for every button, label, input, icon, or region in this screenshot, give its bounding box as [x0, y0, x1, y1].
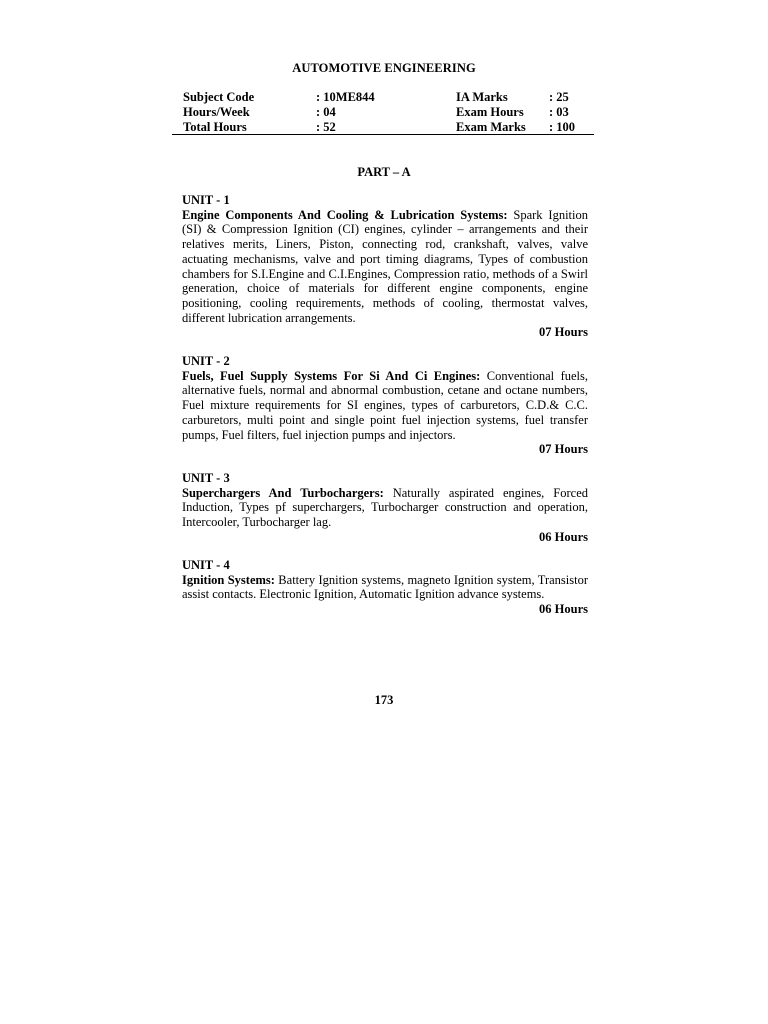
meta-row: [183, 90, 593, 105]
unit-title: UNIT - 2: [182, 354, 230, 368]
meta-value: : 10ME844: [316, 90, 375, 104]
meta-label: Total Hours: [183, 120, 247, 134]
unit-text: Spark Ignition (SI) & Compression Ignition (CI) engines, cylinder – arrangements and their relatives merits, Liners, Piston, connecting rod, crankshaft, valves, valve actuating mechanisms, valve and port timing diagrams, Types of combustion chambers for S.I.Engine and C.I.Engines, Compression ratio, methods of a Swirl generation, choice of materials for different engine components, engine positioning, cooling requirements, methods of cooling, thermostat valves, different lubrication arrangements.: [182, 207, 589, 325]
unit-text: Conventional fuels, alternative fuels, normal and abnormal combustion, cetane and octane numbers, Fuel mixture requirements for SI engines, types of carburetors, C.D.& C.C. carburetors, multi point and single point fuel injection systems, fuel transfer pumps, Fuel filters, fuel injection pumps and injectors.: [182, 368, 588, 442]
page-number: 173: [374, 693, 394, 707]
unit-description: [182, 369, 588, 443]
unit-description: [182, 573, 588, 602]
unit-text: Naturally aspirated engines, Forced Induction, Types pf superchargers, Turbocharger construction and operation, Intercooler, Turbocharger lag.: [182, 485, 588, 530]
unit-heading: Superchargers And Turbochargers:: [182, 485, 384, 500]
unit-description: [182, 208, 588, 326]
meta-value: : 04: [316, 105, 336, 119]
unit-heading: Fuels, Fuel Supply Systems For Si And Ci Engines:: [182, 368, 481, 383]
meta-label: Hours/Week: [183, 105, 250, 119]
meta-value: : 100: [549, 120, 576, 134]
meta-value: : 25: [549, 90, 569, 104]
unit-heading: Ignition Systems:: [182, 572, 275, 587]
unit-section: [182, 193, 588, 340]
unit-hours: 07 Hours: [539, 325, 588, 340]
document-title: AUTOMOTIVE ENGINEERING: [292, 61, 476, 75]
unit-text: Battery Ignition systems, magneto Ignition system, Transistor assist contacts. Electronic Ignition, Automatic Ignition advance systems.: [182, 572, 589, 602]
unit-section: [182, 558, 588, 617]
meta-label: IA Marks: [456, 90, 508, 104]
meta-row: [183, 120, 593, 135]
unit-section: [182, 471, 588, 545]
unit-hours: 06 Hours: [539, 602, 588, 617]
unit-hours: 07 Hours: [539, 442, 588, 457]
unit-heading: Engine Components And Cooling & Lubrication Systems:: [182, 207, 508, 222]
part-heading: PART – A: [357, 165, 411, 179]
meta-value: : 03: [549, 105, 569, 119]
unit-title: UNIT - 1: [182, 193, 230, 207]
subject-meta-table: [183, 90, 593, 135]
meta-label: Exam Marks: [456, 120, 526, 134]
unit-hours: 06 Hours: [539, 529, 588, 544]
meta-label: Exam Hours: [456, 105, 524, 119]
unit-section: [182, 354, 588, 457]
unit-title: UNIT - 4: [182, 558, 230, 572]
meta-row: [183, 105, 593, 120]
unit-description: [182, 486, 588, 530]
meta-label: Subject Code: [183, 90, 255, 104]
header-divider: [172, 134, 594, 135]
meta-value: : 52: [316, 120, 336, 134]
unit-title: UNIT - 3: [182, 471, 230, 485]
